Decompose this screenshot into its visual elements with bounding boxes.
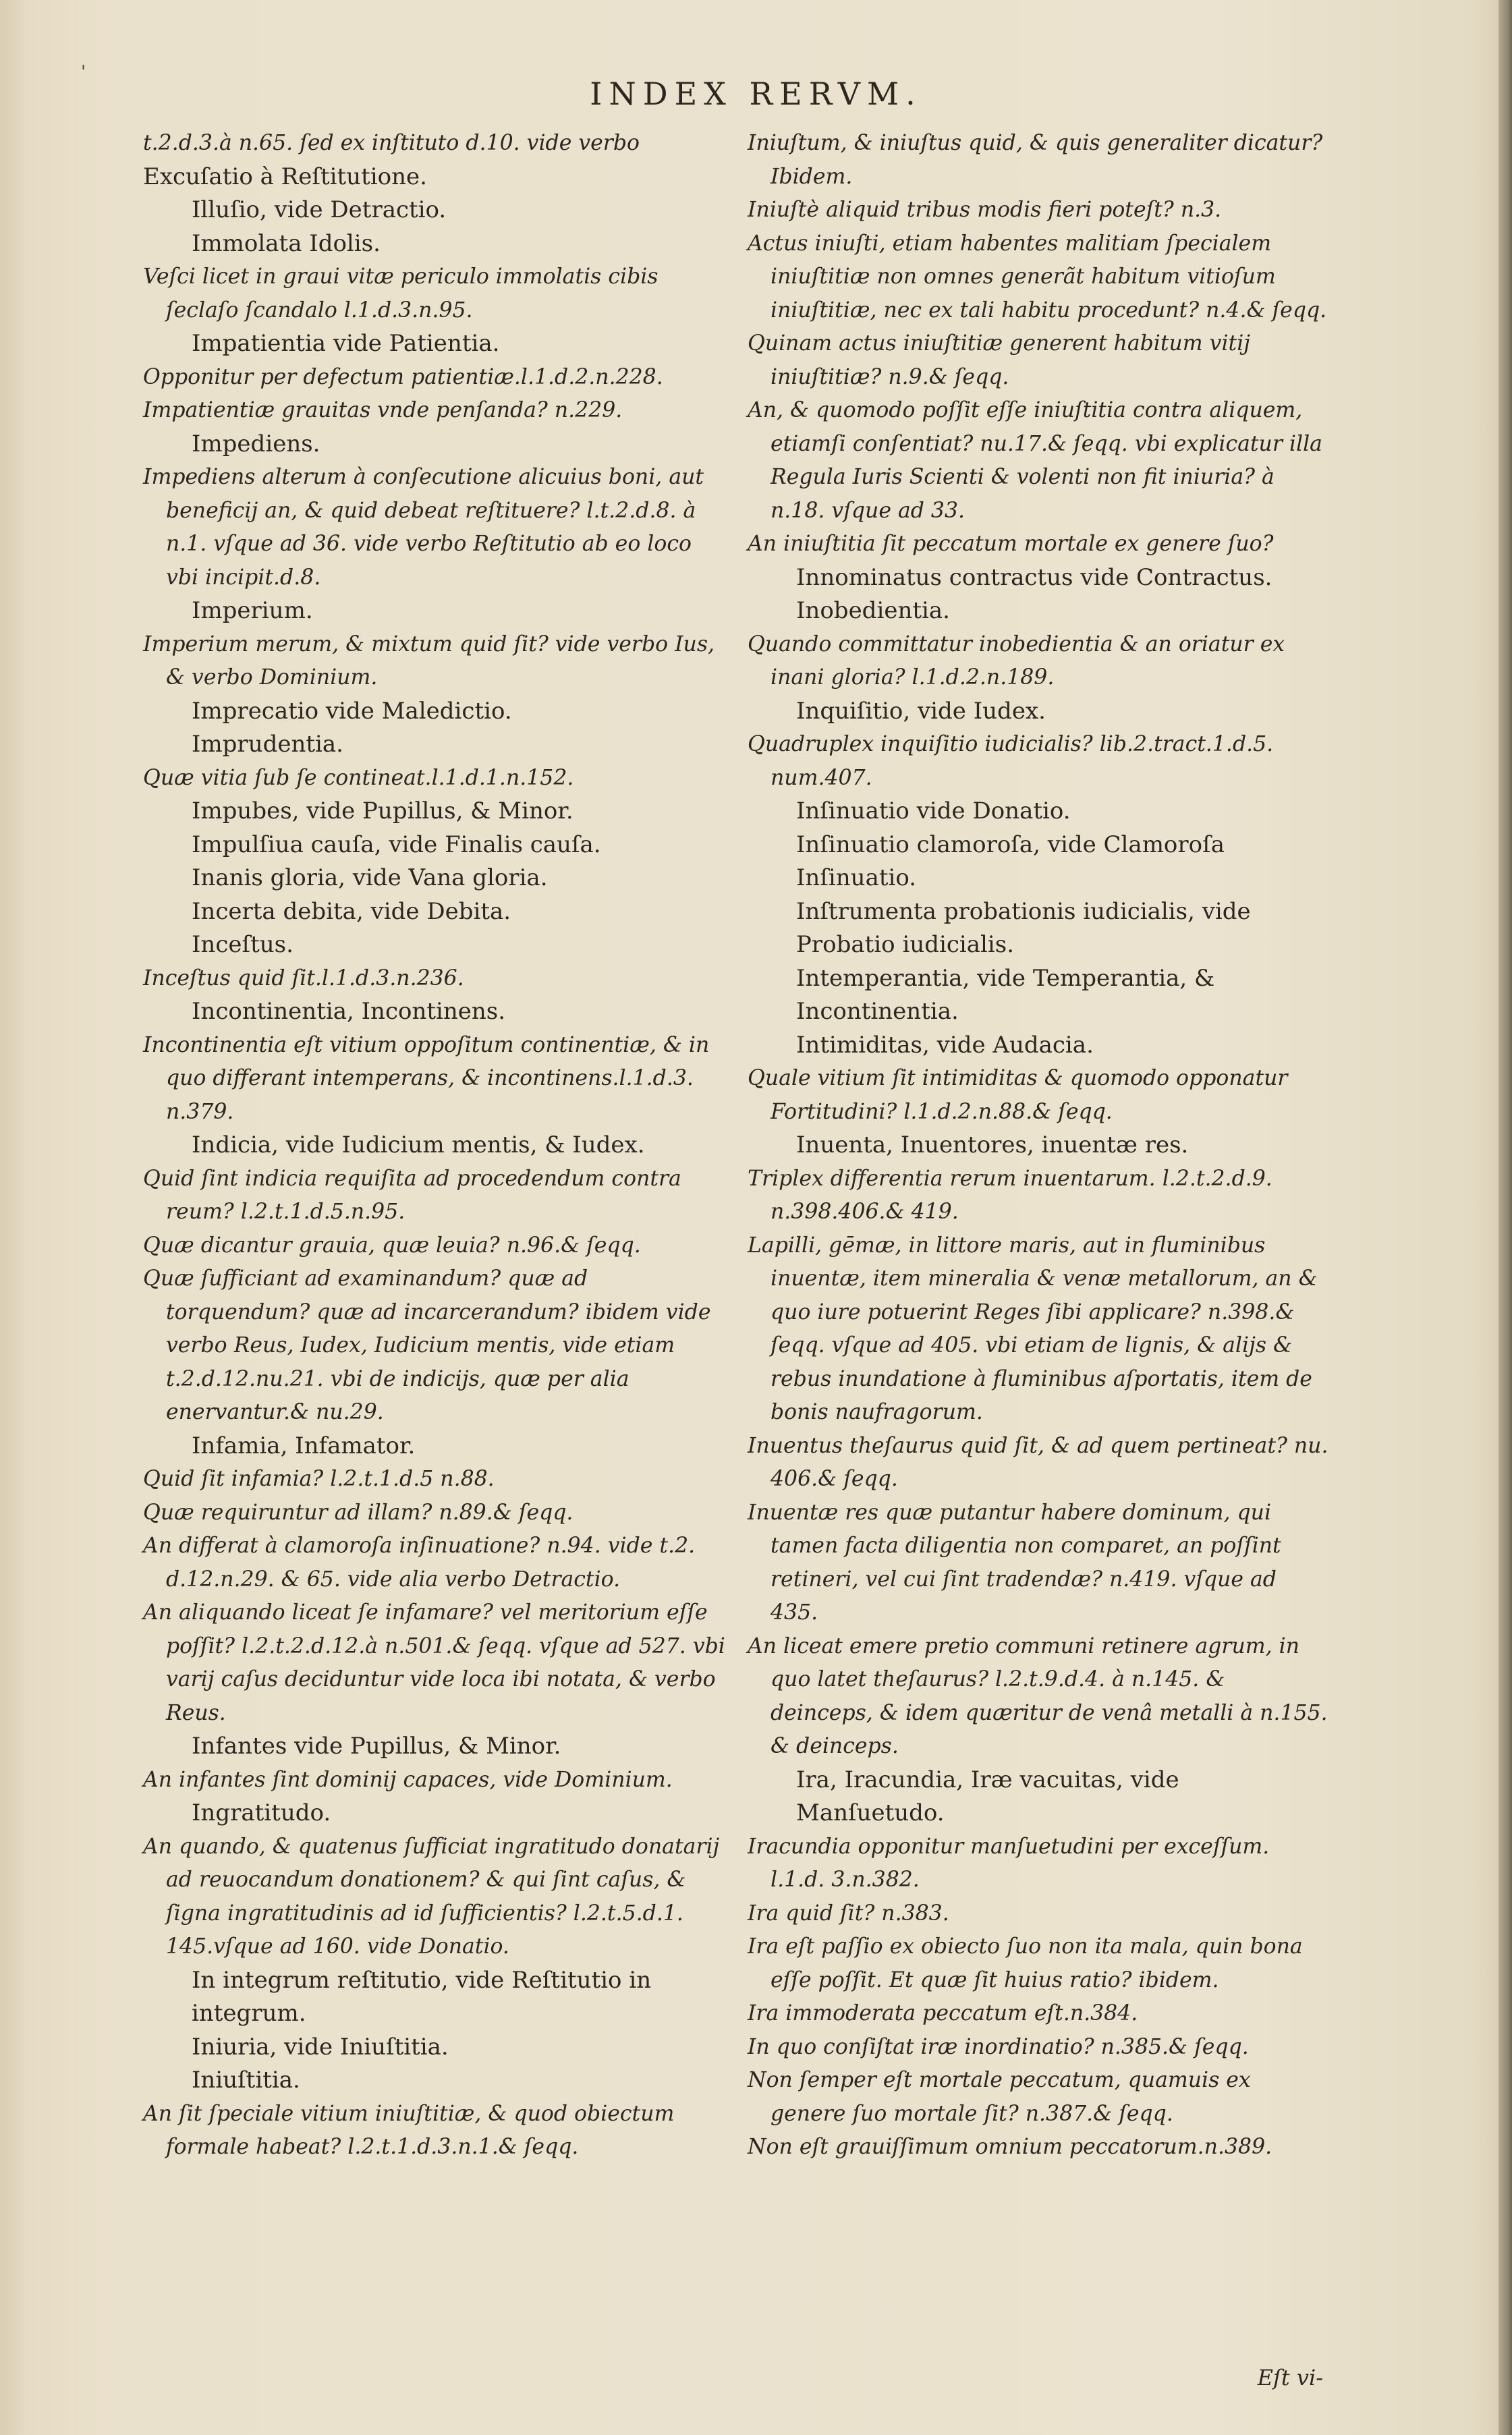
right-index-entry: Quale vitium ſit intimiditas & quomodo opponatur Fortitudini? l.1.d.2.n.88.& ſeqq. — [748, 1066, 1288, 1124]
left-index-entry: Quæ dicantur grauia, quæ leuia? n.96.& ſeqq. — [143, 1233, 641, 1258]
right-index-entry: Inobedientia. — [796, 597, 950, 624]
left-index-entry: Incontinentia, Incontinens. — [192, 998, 506, 1025]
right-index-entry: Inuentus theſaurus quid ſit, & ad quem pertineat? nu. 406.& ſeqq. — [748, 1433, 1328, 1491]
left-index-entry: Illuſio, vide Detractio. — [192, 196, 447, 223]
right-index-entry: Intemperantia, vide Temperantia, & Incontinentia. — [796, 964, 1215, 1025]
left-index-entry: Impediens. — [192, 430, 320, 457]
left-index-entry: An aliquando liceat ſe infamare? vel meritorium eſſe poſſit? l.2.t.2.d.12.à n.501.& ſeqq. vſque ad 527. vbi varij caſus deciduntur vide loca ibi notata, & verbo Reus. — [143, 1600, 725, 1725]
left-index-entry: Iniuria, vide Iniuſtitia. — [192, 2033, 449, 2061]
left-index-entry: Inceſtus. — [192, 931, 293, 958]
left-index-entry: Imperium. — [192, 597, 313, 624]
page-header: INDEX RERVM. — [590, 76, 922, 112]
right-index-entry: Innominatus contractus vide Contractus. — [796, 563, 1272, 591]
right-index-entry: An iniuſtitia ſit peccatum mortale ex genere ſuo? — [748, 532, 1274, 556]
left-index-entry: Quæ requiruntur ad illam? n.89.& ſeqq. — [143, 1500, 573, 1525]
left-index-entry: Quid ſint indicia requiſita ad procedendum contra reum? l.2.t.1.d.5.n.95. — [143, 1166, 681, 1224]
right-index-entry: Non ſemper eſt mortale peccatum, quamuis ex genere ſuo mortale ſit? n.387.& ſeqq. — [748, 2068, 1251, 2126]
right-index-entry: Quinam actus iniuſtitiæ generent habitum vitij iniuſtitiæ? n.9.& ſeqq. — [748, 331, 1251, 389]
left-index-entry: Incerta debita, vide Debita. — [192, 897, 511, 925]
left-index-entry: An infantes ſint dominij capaces, vide Dominium. — [143, 1767, 673, 1792]
right-index-entry: Iracundia opponitur manſuetudini per exceſſum. l.1.d. 3.n.382. — [748, 1834, 1270, 1892]
left-index-entry: Impatientiæ grauitas vnde penſanda? n.229. — [143, 398, 623, 422]
left-index-entry: Impediens alterum à conſecutione alicuius boni, aut beneficij an, & quid debeat reſtituere? l.t.2.d.8. à n.1. vſque ad 36. vide verbo Reſtitutio ab eo loco vbi incipit.d.8. — [143, 465, 704, 590]
left-index-entry: Ingratitudo. — [192, 1799, 331, 1826]
right-index-entry: Quadruplex inquiſitio iudicialis? lib.2.tract.1.d.5. num.407. — [748, 732, 1274, 790]
right-index-entry: Iniuſtum, & iniuſtus quid, & quis generaliter dicatur? Ibidem. — [748, 131, 1323, 189]
left-index-entry: In integrum reſtitutio, vide Reſtitutio in integrum. — [192, 1966, 652, 2027]
right-index-entry: In quo conſiſtat iræ inordinatio? n.385.& ſeqq. — [748, 2034, 1249, 2059]
right-index-entry: Triplex differentia rerum inuentarum. l.2.t.2.d.9. n.398.406.& 419. — [748, 1166, 1272, 1224]
index-column-left — [143, 127, 727, 2164]
right-index-entry: Inquiſitio, vide Iudex. — [796, 697, 1046, 725]
right-index-entry: Actus iniuſti, etiam habentes malitiam ſpecialem iniuſtitiæ non omnes generãt habitum vitioſum iniuſtitiæ, nec ex tali habitu procedunt? n.4.& ſeqq. — [748, 231, 1327, 323]
right-index-entry: Ira eſt paſſio ex obiecto ſuo non ita mala, quin bona eſſe poſſit. Et quæ ſit huius ratio? ibidem. — [748, 1934, 1303, 1992]
left-index-entry: Infamia, Infamator. — [192, 1432, 416, 1459]
left-index-entry: Immolata Idolis. — [192, 229, 381, 257]
margin-mark: ' — [81, 62, 86, 82]
right-index-entry: Intimiditas, vide Audacia. — [796, 1031, 1094, 1059]
right-index-entry: Iniuſtè aliquid tribus modis fieri poteſt? n.3. — [748, 198, 1222, 222]
left-index-entry: Impatientia vide Patientia. — [192, 330, 500, 357]
right-index-entry: An liceat emere pretio communi retinere agrum, in quo latet theſaurus? l.2.t.9.d.4. à n.145. & deinceps, & idem quæritur de venâ metalli à n.155. & deinceps. — [748, 1633, 1328, 1758]
left-index-entry: Quæ ſufficiant ad examinandum? quæ ad torquendum? quæ ad incarcerandum? ibidem vide verbo Reus, Iudex, Iudicium mentis, vide etiam t.2.d.12.nu.21. vbi de indicijs, quæ per alia enervantur.& nu.29. — [143, 1266, 711, 1424]
left-index-entry: Impulſiua cauſa, vide Finalis cauſa. — [192, 831, 601, 858]
left-index-entry: Quid ſit infamia? l.2.t.1.d.5 n.88. — [143, 1467, 495, 1491]
right-index-entry: Ira immoderata peccatum eſt.n.384. — [748, 2001, 1138, 2025]
left-index-entry: Quæ vitia ſub ſe contineat.l.1.d.1.n.152. — [143, 765, 574, 790]
left-index-entry: Iniuſtitia. — [192, 2067, 300, 2094]
left-index-entry: Imprecatio vide Maledictio. — [192, 697, 512, 725]
left-index-entry: Indicia, vide Iudicium mentis, & Iudex. — [192, 1131, 645, 1158]
catchword: Eſt vi- — [1257, 2365, 1323, 2390]
right-index-entry: Quando committatur inobedientia & an oriatur ex inani gloria? l.1.d.2.n.189. — [748, 632, 1285, 690]
left-index-entry: Opponitur per defectum patientiæ.l.1.d.2.n.228. — [143, 364, 663, 389]
left-index-entry: An differat à clamoroſa inſinuatione? n.94. vide t.2. d.12.n.29. & 65. vide alia verbo Detractio. — [143, 1534, 696, 1592]
left-index-entry: Veſci licet in graui vitæ periculo immolatis cibis ſeclaſo ſcandalo l.1.d.3.n.95. — [143, 264, 659, 323]
left-index-entry: Inanis gloria, vide Vana gloria. — [192, 864, 548, 891]
left-index-entry: Infantes vide Pupillus, & Minor. — [192, 1733, 561, 1760]
left-index-entry: Incontinentia eſt vitium oppoſitum continentiæ, & in quo differant intemperans, & incontinens.l.1.d.3. n.379. — [143, 1032, 710, 1124]
right-index-entry: Ira quid ſit? n.383. — [748, 1901, 949, 1926]
right-index-entry: Inſinuatio vide Donatio. — [796, 797, 1071, 824]
right-index-entry: An, & quomodo poſſit eſſe iniuſtitia contra aliquem, etiamſi conſentiat? nu.17.& ſeqq. vbi explicatur illa Regula Iuris Scienti & volenti non fit iniuria? à n.18. vſque ad 33. — [748, 398, 1322, 523]
left-index-entry: Inceſtus quid ſit.l.1.d.3.n.236. — [143, 965, 464, 990]
page-edge-shadow — [1499, 0, 1512, 2435]
right-index-entry: Inſtrumenta probationis iudicialis, vide Probatio iudicialis. — [796, 897, 1251, 958]
left-index-entry: An quando, & quatenus ſufficiat ingratitudo donatarij ad reuocandum donationem? & qui ſint caſus, & ſigna ingratitudinis ad id ſufficientis? l.2.t.5.d.1. 145.vſque ad 160. vide Donatio. — [143, 1834, 720, 1959]
left-index-entry: Impubes, vide Pupillus, & Minor. — [192, 797, 573, 824]
left-index-entry: t.2.d.3.à n.65. ſed ex inſtituto d.10. vide verbo — [143, 131, 640, 155]
right-index-entry: Non eſt grauiſſimum omnium peccatorum.n.389. — [748, 2135, 1272, 2159]
left-index-entry: Excuſatio à Reſtitutione. — [143, 163, 427, 190]
right-index-entry: Lapilli, gēmæ, in littore maris, aut in fluminibus inuentæ, item mineralia & venæ metallorum, an & quo iure potuerint Reges ſibi applicare? n.398.& ſeqq. vſque ad 405. vbi etiam de lignis, & alijs & rebus inundatione à fluminibus aſportatis, item de bonis naufragorum. — [748, 1233, 1318, 1424]
right-index-entry: Inuentæ res quæ putantur habere dominum, qui tamen facta diligentia non comparet, an poſſint retineri, vel cui ſint tradendæ? n.419. vſque ad 435. — [748, 1500, 1281, 1625]
right-index-entry: Ira, Iracundia, Iræ vacuitas, vide Manſuetudo. — [796, 1766, 1179, 1826]
left-index-entry: An ſit ſpeciale vitium iniuſtitiæ, & quod obiectum formale habeat? l.2.t.1.d.3.n.1.& ſeqq. — [143, 2101, 675, 2159]
left-index-entry: Imperium merum, & mixtum quid ſit? vide verbo Ius, & verbo Dominium. — [143, 632, 715, 690]
right-index-entry: Inuenta, Inuentores, inuentæ res. — [796, 1131, 1189, 1158]
index-column-right — [748, 127, 1329, 2164]
left-index-entry: Imprudentia. — [192, 731, 343, 758]
right-index-entry: Inſinuatio clamoroſa, vide Clamoroſa Inſinuatio. — [796, 831, 1225, 891]
